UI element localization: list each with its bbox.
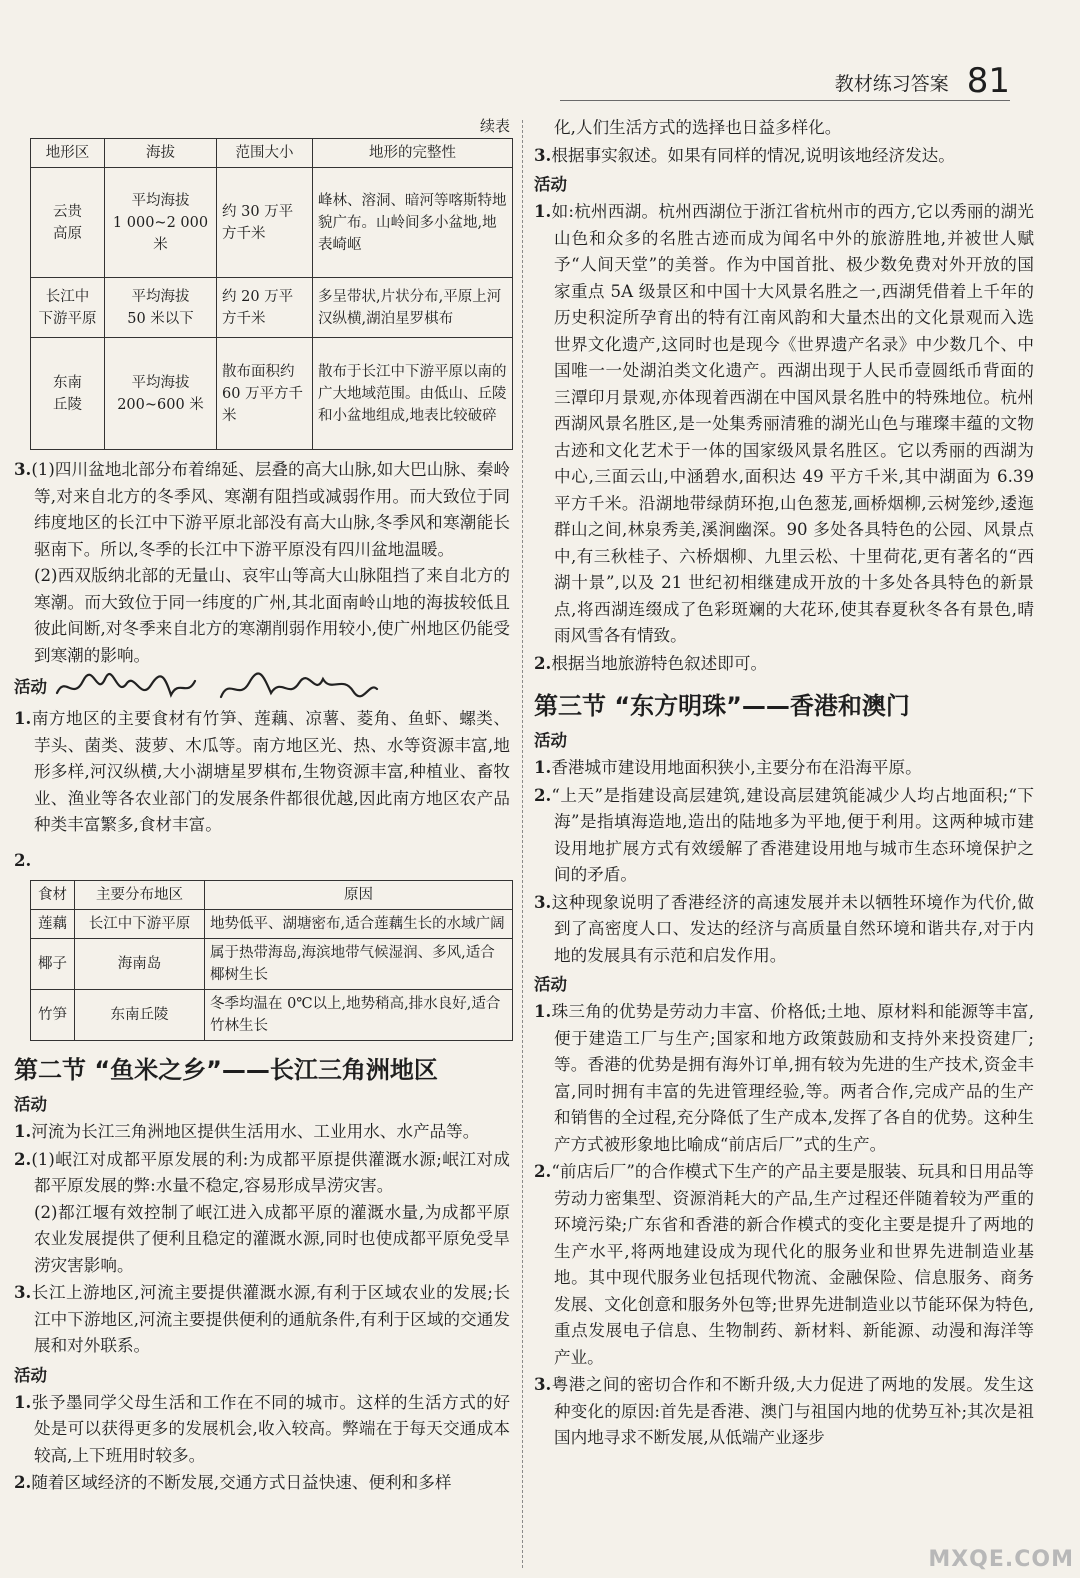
answer-text: 香港城市建设用地面积狭小,主要分布在沿海平原。 xyxy=(551,758,922,777)
answer-paragraph xyxy=(14,1279,510,1360)
answer-text: 南方地区的主要食材有竹笋、莲藕、凉薯、菱角、鱼虾、螺类、芋头、菌类、菠萝、木瓜等。南方地区光、热、水等资源丰富,地形多样,河汉纵横,大小湖塘星罗棋布,生物资源丰富,种植业、畜牧业、渔业等各农业部门的发展条件都很优越,因此南方地区农产品种类丰富繁多,食材丰富。 xyxy=(31,709,510,834)
table-cell: 冬季均温在 0℃以上,地势稍高,排水良好,适合竹林生长 xyxy=(205,990,513,1041)
table-row xyxy=(31,168,513,278)
table-header: 范围大小 xyxy=(217,139,313,168)
table-header-row xyxy=(31,139,513,168)
answer-paragraph xyxy=(14,1118,510,1146)
answer-text: 粤港之间的密切合作和不断升级,大力促进了两地的发展。发生这种变化的原因:首先是香港、澳门与祖国内地的优势互补;其次是祖国内地寻求不断发展,从低端产业逐步 xyxy=(551,1375,1034,1447)
activity-label-text: 活动 xyxy=(14,677,47,697)
answer-paragraph xyxy=(534,889,1034,970)
activity-label: 活动 xyxy=(534,975,567,994)
question-number: 1. xyxy=(534,757,552,777)
answer-text: (1)四川盆地北部分布着绵延、层叠的高大山脉,如大巴山脉、秦岭等,对来自北方的冬季风、寒潮有阻挡或减弱作用。而大致位于同纬度地区的长江中下游平原北部没有高大山脉,冬季风和寒潮能长驱南下。所以,冬季的长江中下游平原没有四川盆地温暖。 xyxy=(31,460,510,559)
table-cell: 椰子 xyxy=(31,939,75,990)
column-divider xyxy=(522,120,523,1568)
left-column xyxy=(14,115,510,1497)
table-cell: 长江中下游平原 xyxy=(75,910,205,939)
answer-text: 珠三角的优势是劳动力丰富、价格低;土地、原材料和能源等丰富,便于建造工厂与生产;国家和地方政策鼓励和支持外来投资建厂;等。香港的优势是拥有海外订单,拥有较为先进的生产技术,资金丰富,同时拥有丰富的先进管理经验,等。两者合作,完成产品的生产和销售的全过程,充分降低了生产成本,发挥了各自的优势。这种生产方式被形象地比喻成“前店后厂”式的生产。 xyxy=(551,1002,1034,1154)
question-number: 2. xyxy=(14,1472,32,1492)
table-header: 原因 xyxy=(205,881,513,910)
answer-paragraph xyxy=(14,456,510,563)
table-cell: 峰林、溶洞、暗河等喀斯特地貌广布。山岭间多小盆地,地表崎岖 xyxy=(313,168,513,278)
table-cell: 地势低平、湖塘密布,适合莲藕生长的水域广阔 xyxy=(205,910,513,939)
answer-paragraph xyxy=(14,1146,510,1200)
section-3-title: 第三节 “东方明珠”——香港和澳门 xyxy=(534,692,910,720)
table-cell: 约 20 万平 方千米 xyxy=(217,278,313,338)
table-row xyxy=(31,910,513,939)
table-cell: 散布于长江中下游平原以南的广大地域范围。由低山、丘陵和小盆地组成,地表比较破碎 xyxy=(313,338,513,450)
page-header xyxy=(560,60,1010,101)
answer-text: 如:杭州西湖。杭州西湖位于浙江省杭州市的西方,它以秀丽的湖光山色和众多的名胜古迹而成为闻名中外的旅游胜地,并被世人赋予“人间天堂”的美誉。作为中国首批、极少数免费对外开放的国家重点 5A 级景区和中国十大风景名胜之一,西湖凭借着上千年的历史积淀所孕育出的特有江南风韵和大量杰出的文化景观而入选世界文化遗产,这同时也是现今《世界遗产名录》中少数几个、中国唯一一处湖泊类文化遗产。西湖出现于人民币壹圆纸币背面的三潭印月景观,亦体现着西湖在中国风景名胜中的特殊地位。杭州西湖风景名胜区,是一处集秀丽清雅的湖光山色与璀璨丰蕴的文物古迹和文化艺术于一体的国家级风景名胜区。它以秀丽的西湖为中心,三面云山,中涵碧水,面积达 49 平方千米,其中湖面为 6.39 平方千米。沿湖地带绿荫环抱,山色葱茏,画桥烟柳,云树笼纱,逶迤群山之间,林泉秀美,溪涧幽深。90 多处各具特色的公园、风景点中,有三秋桂子、六桥烟柳、九里云松、十里荷花,更有著名的“西湖十景”,以及 21 世纪初相继建成开放的十多处各具特色的新景点,将西湖连缀成了色彩斑斓的大花环,使其春夏秋冬各有景色,晴雨风雪各有情致。 xyxy=(551,202,1034,645)
question-number: 1. xyxy=(14,1121,32,1141)
activity-label xyxy=(14,671,510,705)
answer-paragraph xyxy=(534,998,1034,1158)
question-number: 3. xyxy=(534,144,552,165)
answer-paragraph xyxy=(534,782,1034,889)
question-number: 3. xyxy=(14,1282,32,1302)
answer-paragraph xyxy=(14,1389,510,1470)
table-row xyxy=(31,990,513,1041)
answer-text: (1)岷江对成都平原发展的利:为成都平原提供灌溉水源;岷江对成都平原发展的弊:水量不稳定,容易形成旱涝灾害。 xyxy=(31,1149,510,1195)
table-row xyxy=(31,278,513,338)
question-number: 2. xyxy=(14,1148,32,1169)
answer-paragraph: (2)都江堰有效控制了岷江进入成都平原的灌溉水量,为成都平原农业发展提供了便利且稳定的灌溉水源,同时也使成都平原免受旱涝灾害影响。 xyxy=(34,1202,510,1275)
answer-text: 随着区域经济的不断发展,交通方式日益快速、便利和多样 xyxy=(31,1473,452,1492)
answer-paragraph xyxy=(14,705,510,839)
table-cell: 散布面积约 60 万平方千米 xyxy=(217,338,313,450)
table-header: 海拔 xyxy=(105,139,217,168)
table-cell: 约 30 万平 方千米 xyxy=(217,168,313,278)
answer-paragraph: (2)西双版纳北部的无量山、哀牢山等高大山脉阻挡了来自北方的寒潮。而大致位于同一纬度的广州,其北面南岭山地的海拔较低且彼此间断,对冬季来自北方的寒潮削弱作用较小,使广州地区仍能受到寒潮的影响。 xyxy=(34,566,510,665)
table-row xyxy=(31,338,513,450)
page-number: 81 xyxy=(966,61,1010,101)
answer-text: 张予墨同学父母生活和工作在不同的城市。这样的生活方式的好处是可以获得更多的发展机会,收入较高。弊端在于每天交通成本较高,上下班用时较多。 xyxy=(31,1392,510,1465)
question-number-line xyxy=(14,847,510,875)
question-number: 1. xyxy=(534,1001,552,1021)
table-header: 主要分布地区 xyxy=(75,881,205,910)
answer-text: 长江上游地区,河流主要提供灌溉水源,有利于区域农业的发展;长江中下游地区,河流主要提供便利的通航条件,有利于区域的交通发展和对外联系。 xyxy=(31,1283,510,1355)
answer-paragraph xyxy=(534,1158,1034,1371)
question-3 xyxy=(14,456,510,669)
handwritten-scribble xyxy=(53,671,383,705)
table-cell: 海南岛 xyxy=(75,939,205,990)
question-number: 2. xyxy=(534,1161,552,1181)
table-header: 食材 xyxy=(31,881,75,910)
activity-label: 活动 xyxy=(14,1365,47,1385)
table-cell: 长江中 下游平原 xyxy=(31,278,105,338)
question-number: 3. xyxy=(14,459,32,479)
table-header: 地形区 xyxy=(31,139,105,168)
answer-text: 根据当地旅游特色叙述即可。 xyxy=(551,653,768,673)
table-cell: 莲藕 xyxy=(31,910,75,939)
question-number: 2. xyxy=(14,849,32,870)
answer-text: 根据事实叙述。如果有同样的情况,说明该地经济发达。 xyxy=(551,145,955,165)
answer-text: “前店后厂”的合作模式下生产的产品主要是服装、玩具和日用品等劳动力密集型、资源消耗大的产品,生产过程还伴随着较为严重的环境污染;广东省和香港的新合作模式的变化主要是提升了两地的生产水平,将两地建设成为现代化的服务业和世界先进制造业基地。其中现代服务业包括现代物流、金融保险、信息服务、商务发展、文化创意和服务外包等;世界先进制造业以节能环保为特色,重点发展电子信息、生物制药、新材料、新能源、动漫和海洋等产业。 xyxy=(551,1162,1034,1367)
answer-paragraph xyxy=(534,142,1034,170)
table-cell: 云贵 高原 xyxy=(31,168,105,278)
answer-paragraph xyxy=(14,1469,510,1497)
table-row xyxy=(31,939,513,990)
right-column xyxy=(534,115,1034,1452)
continued-label: 续表 xyxy=(479,117,510,135)
table-header-row xyxy=(31,881,513,910)
answer-text: “上天”是指建设高层建筑,建设高层建筑能减少人均占地面积;“下海”是指填海造地,造出的陆地多为平地,便于利用。这两种城市建设用地扩展方式有效缓解了香港建设用地与城市生态环境保护之间的矛盾。 xyxy=(551,785,1034,884)
activity-label: 活动 xyxy=(534,731,567,750)
answer-text: 河流为长江三角洲地区提供生活用水、工业用水、水产品等。 xyxy=(31,1122,480,1141)
table-header: 地形的完整性 xyxy=(313,139,513,168)
header-title: 教材练习答案 xyxy=(834,73,949,95)
question-number: 2. xyxy=(534,784,552,805)
table-cell: 竹笋 xyxy=(31,990,75,1041)
section-2-title: 第二节 “鱼米之乡”——长江三角洲地区 xyxy=(14,1056,438,1084)
table-cell: 多呈带状,片状分布,平原上河汉纵横,湖泊星罗棋布 xyxy=(313,278,513,338)
question-number: 3. xyxy=(534,1374,552,1394)
terrain-table xyxy=(30,138,513,450)
table-cell: 东南 丘陵 xyxy=(31,338,105,450)
question-number: 1. xyxy=(534,201,552,221)
food-table xyxy=(30,880,513,1041)
answer-paragraph xyxy=(534,198,1034,650)
answer-paragraph xyxy=(534,1371,1034,1452)
answer-paragraph xyxy=(534,754,1034,782)
question-number: 3. xyxy=(534,891,552,912)
activity-label: 活动 xyxy=(14,1095,47,1114)
question-number: 1. xyxy=(14,1391,32,1412)
activity-label: 活动 xyxy=(534,175,567,194)
answer-paragraph: 化,人们生活方式的选择也日益多样化。 xyxy=(554,118,842,137)
question-number: 2. xyxy=(534,652,552,673)
table-cell: 平均海拔 50 米以下 xyxy=(105,278,217,338)
table-cell: 东南丘陵 xyxy=(75,990,205,1041)
table-cell: 属于热带海岛,海滨地带气候湿润、多风,适合椰树生长 xyxy=(205,939,513,990)
watermark: MXQE.COM xyxy=(928,1547,1074,1572)
table-cell: 平均海拔 1 000~2 000 米 xyxy=(105,168,217,278)
answer-text: 这种现象说明了香港经济的高速发展并未以牺牲环境作为代价,做到了高密度人口、发达的经济与高质量自然环境和谐共存,对于内地的发展具有示范和启发作用。 xyxy=(551,892,1034,965)
table-cell: 平均海拔 200~600 米 xyxy=(105,338,217,450)
answer-paragraph xyxy=(534,650,1034,678)
question-number: 1. xyxy=(14,708,32,728)
